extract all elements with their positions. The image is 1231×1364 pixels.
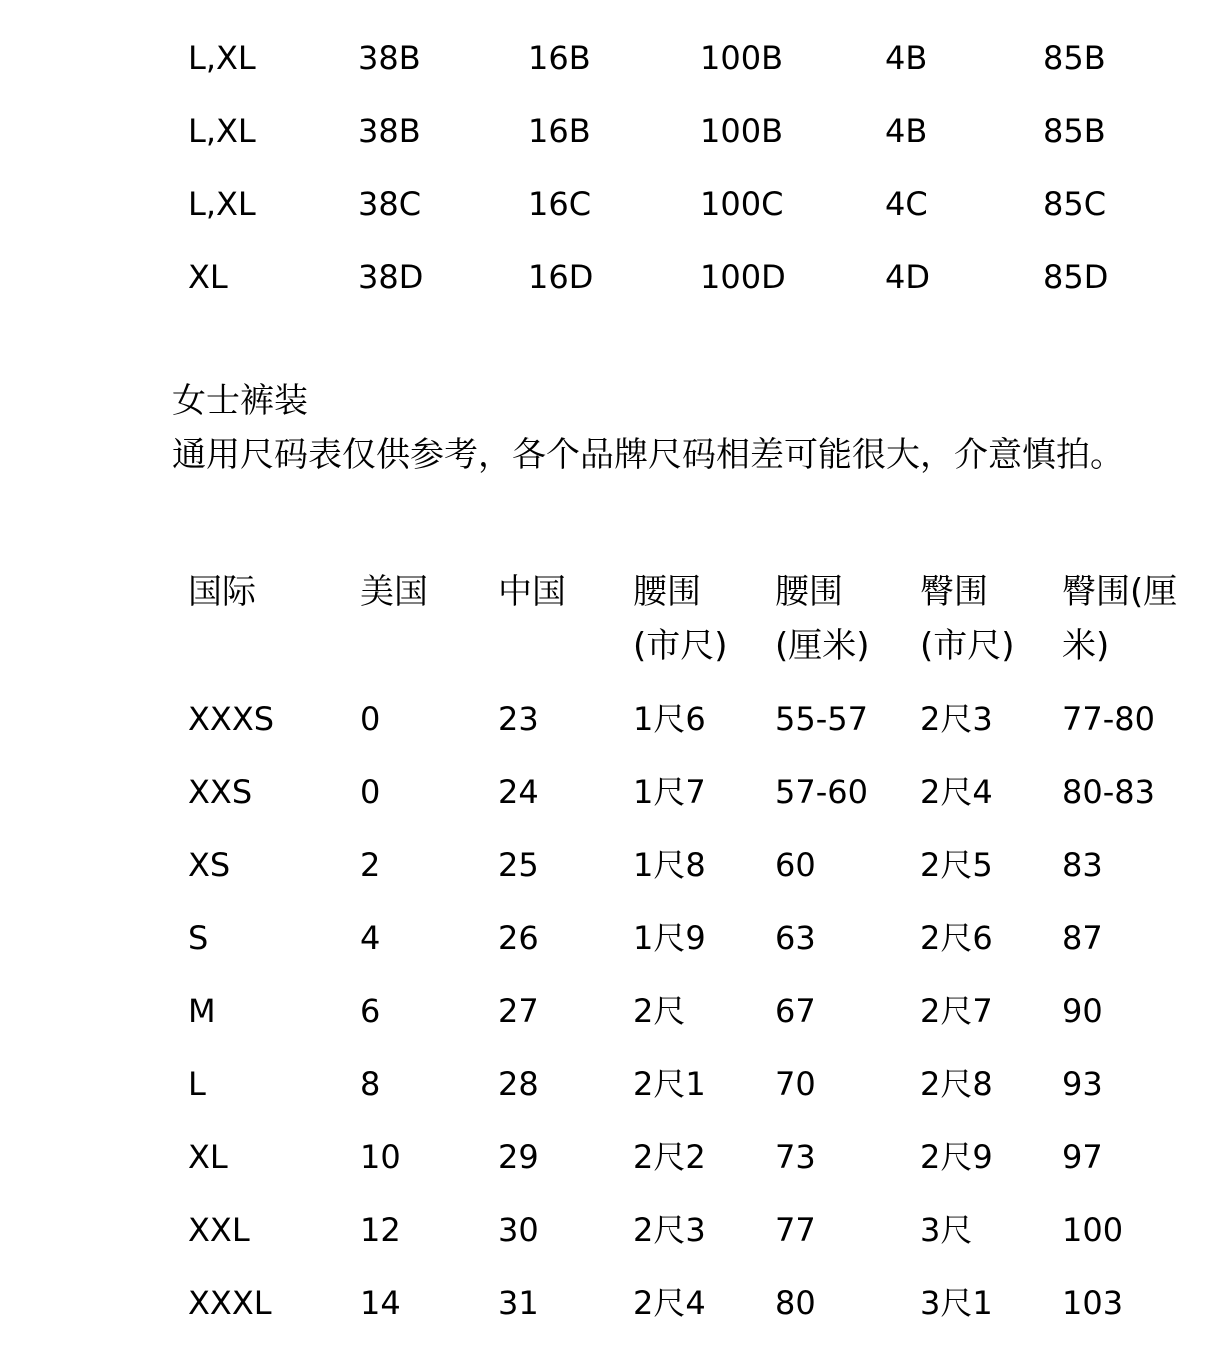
table-cell: 24 [498, 773, 539, 811]
table-cell: 100D [700, 258, 786, 296]
table-cell: M [188, 992, 216, 1030]
table-cell: 38B [358, 112, 421, 150]
table-cell: 10 [360, 1138, 401, 1176]
table-cell: XL [188, 258, 228, 296]
table-cell: 2尺 [633, 992, 686, 1030]
table-cell: 14 [360, 1284, 401, 1322]
table-cell: 3尺1 [920, 1284, 993, 1322]
table-cell: 57-60 [775, 773, 868, 811]
header-waist-cm [775, 565, 870, 673]
table-header-row [0, 565, 1231, 675]
table-row [0, 1137, 1231, 1177]
table-cell: 2尺4 [633, 1284, 706, 1322]
table-cell: XXXS [188, 700, 275, 738]
table-cell: XL [188, 1138, 228, 1176]
table-cell: 12 [360, 1211, 401, 1249]
table-cell: 87 [1062, 919, 1103, 957]
table-cell: 31 [498, 1284, 539, 1322]
table-cell: 38D [358, 258, 424, 296]
table-cell: 2尺3 [633, 1211, 706, 1249]
table-cell: XS [188, 846, 231, 884]
table-cell: 70 [775, 1065, 816, 1103]
header-line: (厘米) [775, 626, 870, 666]
table-cell: 23 [498, 700, 539, 738]
header-line: 米) [1062, 626, 1110, 666]
table-cell: 4 [360, 919, 381, 957]
table-cell: 100 [1062, 1211, 1124, 1249]
header-line: 臀围 [920, 572, 988, 612]
table-cell: 2尺1 [633, 1065, 706, 1103]
table-row [0, 1283, 1231, 1323]
table-cell: 1尺6 [633, 700, 706, 738]
table-cell: 85B [1043, 39, 1106, 77]
table-cell: 30 [498, 1211, 539, 1249]
table-cell: 77-80 [1062, 700, 1155, 738]
table-cell: 83 [1062, 846, 1103, 884]
table-cell: 73 [775, 1138, 816, 1176]
table-cell: 80-83 [1062, 773, 1155, 811]
table-cell: 60 [775, 846, 816, 884]
header-international [188, 565, 256, 619]
table-cell: 2尺8 [920, 1065, 993, 1103]
table-cell: 27 [498, 992, 539, 1030]
table-cell: 1尺7 [633, 773, 706, 811]
table-cell: 4C [885, 185, 928, 223]
table-cell: 90 [1062, 992, 1103, 1030]
table-cell: 85C [1043, 185, 1107, 223]
table-row [0, 845, 1231, 885]
table-cell: 100C [700, 185, 784, 223]
table-cell: 2尺7 [920, 992, 993, 1030]
table-cell: 2尺9 [920, 1138, 993, 1176]
table-row [0, 772, 1231, 812]
table-row [0, 1210, 1231, 1250]
header-hip-cm [1062, 565, 1177, 673]
table-cell: XXXL [188, 1284, 272, 1322]
table-cell: 67 [775, 992, 816, 1030]
table-cell: 4B [885, 39, 928, 77]
header-line: (市尺) [920, 626, 1015, 666]
table-cell: 4D [885, 258, 930, 296]
table-cell: 38B [358, 39, 421, 77]
header-line: 美国 [360, 572, 428, 612]
table-cell: 2尺2 [633, 1138, 706, 1176]
table-row [0, 991, 1231, 1031]
table-cell: L [188, 1065, 206, 1103]
table-cell: 85D [1043, 258, 1109, 296]
table-cell: 55-57 [775, 700, 868, 738]
table-row [0, 184, 1231, 224]
table-cell: 80 [775, 1284, 816, 1322]
table-cell: 77 [775, 1211, 816, 1249]
table-cell: 1尺9 [633, 919, 706, 957]
table-cell: 28 [498, 1065, 539, 1103]
header-hip-shichi [920, 565, 1015, 673]
table-cell: 16B [528, 112, 591, 150]
table-cell: 100B [700, 112, 784, 150]
table-cell: 16C [528, 185, 592, 223]
table-row [0, 699, 1231, 739]
table-cell: 0 [360, 773, 381, 811]
table-cell: L,XL [188, 39, 256, 77]
table-cell: 6 [360, 992, 381, 1030]
table-cell: 1尺8 [633, 846, 706, 884]
table-cell: 16B [528, 39, 591, 77]
table-cell: 3尺 [920, 1211, 973, 1249]
table-cell: 2 [360, 846, 381, 884]
table-cell: L,XL [188, 112, 256, 150]
table-cell: XXS [188, 773, 253, 811]
table-cell: 0 [360, 700, 381, 738]
table-cell: 103 [1062, 1284, 1124, 1322]
disclaimer-note: 通用尺码表仅供参考，各个品牌尺码相差可能很大，介意慎拍。 [172, 435, 1124, 475]
header-line: 腰围 [633, 572, 701, 612]
table-cell: 4B [885, 112, 928, 150]
table-cell: L,XL [188, 185, 256, 223]
table-cell: 63 [775, 919, 816, 957]
table-cell: 2尺5 [920, 846, 993, 884]
header-china [498, 565, 566, 619]
table-cell: 93 [1062, 1065, 1103, 1103]
table-cell: 38C [358, 185, 422, 223]
table-row [0, 111, 1231, 151]
table-cell: 2尺3 [920, 700, 993, 738]
header-line: 中国 [498, 572, 566, 612]
table-cell: XXL [188, 1211, 250, 1249]
table-cell: 2尺6 [920, 919, 993, 957]
table-cell: 29 [498, 1138, 539, 1176]
table-row [0, 38, 1231, 78]
header-line: 臀围(厘 [1062, 572, 1178, 612]
table-row [0, 1064, 1231, 1104]
header-line: 腰围 [775, 572, 843, 612]
table-cell: 25 [498, 846, 539, 884]
table-row [0, 257, 1231, 297]
section-title: 女士裤装 [172, 381, 308, 421]
table-cell: 8 [360, 1065, 381, 1103]
table-row [0, 918, 1231, 958]
table-cell: 97 [1062, 1138, 1103, 1176]
header-waist-shichi [633, 565, 728, 673]
header-us [360, 565, 428, 619]
table-cell: S [188, 919, 209, 957]
header-line: 国际 [188, 572, 256, 612]
table-cell: 85B [1043, 112, 1106, 150]
table-cell: 16D [528, 258, 594, 296]
table-cell: 100B [700, 39, 784, 77]
header-line: (市尺) [633, 626, 728, 666]
table-cell: 2尺4 [920, 773, 993, 811]
table-cell: 26 [498, 919, 539, 957]
